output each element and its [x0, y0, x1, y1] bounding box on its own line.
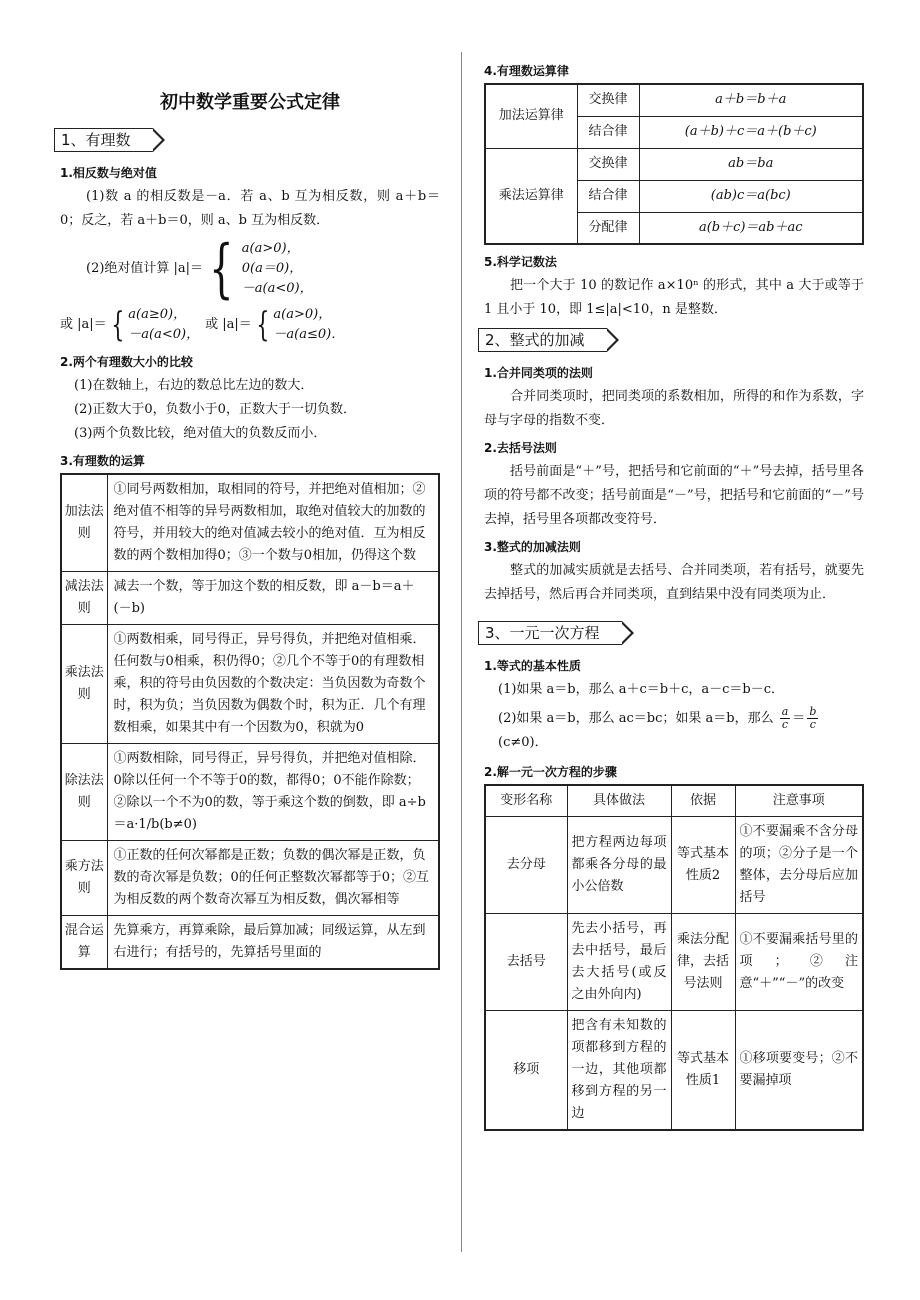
step-note: ①不要漏乘括号里的项；②注意“＋”“－”的改变	[735, 914, 863, 1011]
brace-icon: {	[256, 305, 270, 345]
law-formula: (ab)c＝a(bc)	[639, 180, 863, 212]
op-label: 除法法则	[61, 744, 107, 841]
table-row	[61, 572, 439, 625]
abs-alt-formulas	[60, 305, 440, 345]
combine-text: 合并同类项时，把同类项的系数相加，所得的和作为系数，字母与字母的指数不变．	[484, 389, 864, 428]
heading-operations: 3.有理数的运算	[60, 454, 145, 468]
equality-rule: (1)如果 a＝b，那么 a＋c＝b＋c，a－c＝b－c．	[498, 682, 785, 697]
abs-case: a(a>0)，	[273, 307, 332, 322]
heading-scientific: 5.科学记数法	[484, 255, 557, 269]
heading-combine: 1.合并同类项的法则	[484, 366, 593, 380]
step-how: 先去小括号，再去中括号，最后去大括号(或反之由外向内)	[567, 914, 671, 1011]
brace-icon: {	[110, 305, 124, 345]
abs-case: －a(a<0)，	[241, 281, 313, 296]
law-name: 交换律	[577, 84, 639, 116]
table-row	[485, 84, 863, 116]
step-name: 去括号	[485, 914, 567, 1011]
law-name: 分配律	[577, 212, 639, 244]
op-label: 减法法则	[61, 572, 107, 625]
table-row	[61, 744, 439, 841]
heading-opposite-abs: 1.相反数与绝对值	[60, 166, 157, 180]
abs-cases	[242, 239, 313, 299]
op-text: 减去一个数，等于加这个数的相反数，即 a－b＝a＋(－b)	[107, 572, 439, 625]
op-label: 加法法则	[61, 474, 107, 572]
law-name: 交换律	[577, 148, 639, 180]
brackets-text: 括号前面是“＋”号，把括号和它前面的“＋”号去掉，括号里各项的符号都不改变；括号前面是“－”号，把括号和它前面的“－”号去掉，括号里各项都改变符号．	[484, 464, 864, 527]
step-name: 去分母	[485, 817, 567, 914]
column-header: 依据	[671, 785, 735, 817]
law-formula: (a＋b)＋c＝a＋(b＋c)	[639, 116, 863, 148]
step-name: 移项	[485, 1011, 567, 1131]
fraction: $\frac{b}{c}$	[809, 705, 817, 731]
or1-cases	[128, 305, 199, 345]
op-text: 先算乘方，再算乘除，最后算加减；同级运算，从左到右进行；有括号的，先算括号里面的	[107, 916, 439, 970]
step-how: 把含有未知数的项都移到方程的一边，其他项都移到方程的另一边	[567, 1011, 671, 1131]
table-row	[61, 625, 439, 744]
op-text: ①同号两数相加，取相同的符号，并把绝对值相加；②绝对值不相等的异号两数相加，取绝对值较大的加数的符号，并用较大的绝对值减去较小的绝对值．互为相反数的两个数相加得0；③一个数与0相加，仍得这个数	[107, 474, 439, 572]
law-group: 加法运算律	[485, 84, 577, 148]
equality-rule: (2)如果 a＝b，那么 ac＝bc；如果 a＝b，那么 $\frac{a}{c}$ ＝ $\frac{b}{c}$ (c≠0)．	[498, 705, 817, 750]
table-row	[61, 841, 439, 916]
op-text: ①两数相除，同号得正，异号得负，并把绝对值相除．0除以任何一个不等于0的数，都得0；0不能作除数；②除以一个不为0的数，等于乘这个数的倒数，即 a÷b＝a·1/b(b≠0)	[107, 744, 439, 841]
page-title: 初中数学重要公式定律	[160, 92, 340, 113]
compare-rule: (3)两个负数比较，绝对值大的负数反而小．	[74, 426, 327, 441]
heading-equality: 1.等式的基本性质	[484, 659, 581, 673]
abs-case: a(a≥0)，	[128, 307, 187, 322]
step-basis: 等式基本性质2	[671, 817, 735, 914]
step-note: ①不要漏乘不含分母的项；②分子是一个整体，去分母后应加括号	[735, 817, 863, 914]
section-banner-rational: 1、有理数	[54, 128, 153, 152]
step-how: 把方程两边每项都乘各分母的最小公倍数	[567, 817, 671, 914]
or2-cases	[273, 305, 344, 345]
abs-case: 0(a＝0)，	[241, 261, 303, 276]
compare-rule: (2)正数大于0，负数小于0，正数大于一切负数．	[74, 402, 356, 417]
step-basis: 乘法分配律，去括号法则	[671, 914, 735, 1011]
op-label: 混合运算	[61, 916, 107, 970]
law-formula: ab＝ba	[639, 148, 863, 180]
column-header: 注意事项	[735, 785, 863, 817]
abs-case: a(a>0)，	[241, 241, 300, 256]
steps-table	[484, 784, 864, 1131]
left-column	[60, 60, 440, 970]
fraction: $\frac{a}{c}$	[781, 705, 789, 731]
law-name: 结合律	[577, 180, 639, 212]
compare-rule: (1)在数轴上，右边的数总比左边的数大．	[74, 378, 314, 393]
table-row	[485, 1011, 863, 1131]
abs-case: －a(a≤0)．	[273, 327, 345, 342]
op-label: 乘方法则	[61, 841, 107, 916]
scientific-text: 把一个大于 10 的数记作 a×10ⁿ 的形式，其中 a 大于或等于 1 且小于 10，即 1≤|a|<10，n 是整数．	[484, 278, 864, 317]
or-label: 或 |a|＝	[60, 317, 107, 332]
table-row	[485, 148, 863, 180]
heading-laws: 4.有理数运算律	[484, 64, 569, 78]
heading-steps: 2.解一元一次方程的步骤	[484, 765, 617, 779]
brace-icon: {	[209, 232, 234, 306]
abs-value-formula	[60, 232, 440, 306]
operations-table	[60, 473, 440, 970]
abs-case: －a(a<0)，	[128, 327, 200, 342]
heading-addsub: 3.整式的加减法则	[484, 540, 581, 554]
step-note: ①移项要变号；②不要漏掉项	[735, 1011, 863, 1131]
column-header: 变形名称	[485, 785, 567, 817]
table-row	[61, 474, 439, 572]
step-basis: 等式基本性质1	[671, 1011, 735, 1131]
abs-label: (2)绝对值计算 |a|＝	[86, 261, 204, 276]
column-divider	[461, 52, 462, 1252]
table-header-row	[485, 785, 863, 817]
addsub-text: 整式的加减实质就是去括号、合并同类项，若有括号，就要先去掉括号，然后再合并同类项，直到结果中没有同类项为止．	[484, 563, 864, 602]
table-row	[61, 916, 439, 970]
law-name: 结合律	[577, 116, 639, 148]
op-text: ①正数的任何次幂都是正数；负数的偶次幂是正数，负数的奇次幂是负数；0的任何正整数次幂都等于0；②互为相反数的两个数奇次幂互为相反数，偶次幂相等	[107, 841, 439, 916]
heading-brackets: 2.去括号法则	[484, 441, 557, 455]
op-text: ①两数相乘，同号得正，异号得负，并把绝对值相乘．任何数与0相乘，积仍得0；②几个不等于0的有理数相乘，积的符号由负因数的个数决定：当负因数为奇数个时，积为负；当负因数为偶数个时，积为正．几个有理数相乘，如果其中有一个因数为0，积就为0	[107, 625, 439, 744]
right-column	[484, 60, 864, 1131]
heading-compare: 2.两个有理数大小的比较	[60, 355, 193, 369]
law-formula: a(b＋c)＝ab＋ac	[639, 212, 863, 244]
opposite-number-text: (1)数 a 的相反数是－a．若 a、b 互为相反数，则 a＋b＝0；反之，若 a＋b＝0，则 a、b 互为相反数．	[60, 189, 440, 228]
column-header: 具体做法	[567, 785, 671, 817]
table-row	[485, 817, 863, 914]
law-formula: a＋b＝b＋a	[639, 84, 863, 116]
law-group: 乘法运算律	[485, 148, 577, 244]
laws-table	[484, 83, 864, 245]
op-label: 乘法法则	[61, 625, 107, 744]
or-label: 或 |a|＝	[205, 317, 252, 332]
section-banner-equation: 3、一元一次方程	[478, 621, 622, 645]
table-row	[485, 914, 863, 1011]
section-banner-polynomial: 2、整式的加减	[478, 328, 607, 352]
